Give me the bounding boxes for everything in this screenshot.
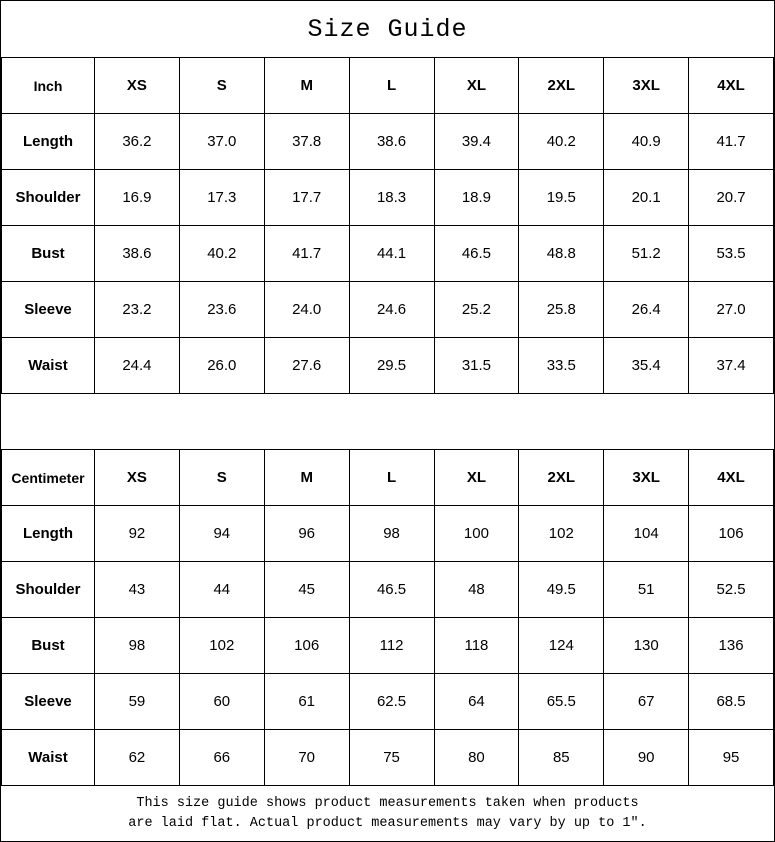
value-cell: 40.2 <box>519 114 604 170</box>
value-cell: 98 <box>349 506 434 562</box>
value-cell: 52.5 <box>689 562 774 618</box>
size-header-cell: L <box>349 450 434 506</box>
value-cell: 16.9 <box>95 170 180 226</box>
value-cell: 41.7 <box>689 114 774 170</box>
size-header-cell: XS <box>95 58 180 114</box>
size-header-cell: 4XL <box>689 58 774 114</box>
value-cell: 95 <box>689 730 774 786</box>
size-header-cell: S <box>179 450 264 506</box>
value-cell: 70 <box>264 730 349 786</box>
size-header-cell: 4XL <box>689 450 774 506</box>
row-label-cell: Shoulder <box>2 562 95 618</box>
size-header-cell: XL <box>434 450 519 506</box>
value-cell: 62.5 <box>349 674 434 730</box>
size-header-cell: L <box>349 58 434 114</box>
value-cell: 38.6 <box>349 114 434 170</box>
table-row <box>2 618 774 674</box>
value-cell: 60 <box>179 674 264 730</box>
value-cell: 102 <box>519 506 604 562</box>
value-cell: 85 <box>519 730 604 786</box>
size-header-cell: S <box>179 58 264 114</box>
value-cell: 124 <box>519 618 604 674</box>
value-cell: 59 <box>95 674 180 730</box>
value-cell: 96 <box>264 506 349 562</box>
value-cell: 40.2 <box>179 226 264 282</box>
table-row <box>2 282 774 338</box>
size-header-cell: 2XL <box>519 450 604 506</box>
value-cell: 136 <box>689 618 774 674</box>
value-cell: 46.5 <box>349 562 434 618</box>
value-cell: 18.3 <box>349 170 434 226</box>
table-row <box>2 506 774 562</box>
value-cell: 23.6 <box>179 282 264 338</box>
value-cell: 44 <box>179 562 264 618</box>
value-cell: 118 <box>434 618 519 674</box>
value-cell: 51.2 <box>604 226 689 282</box>
value-cell: 29.5 <box>349 338 434 394</box>
table-header-row <box>2 450 774 506</box>
value-cell: 66 <box>179 730 264 786</box>
table-header-row <box>2 58 774 114</box>
value-cell: 53.5 <box>689 226 774 282</box>
value-cell: 112 <box>349 618 434 674</box>
value-cell: 39.4 <box>434 114 519 170</box>
value-cell: 98 <box>95 618 180 674</box>
value-cell: 33.5 <box>519 338 604 394</box>
table-row <box>2 338 774 394</box>
value-cell: 106 <box>264 618 349 674</box>
value-cell: 62 <box>95 730 180 786</box>
spacer-row <box>1 394 774 449</box>
value-cell: 24.0 <box>264 282 349 338</box>
value-cell: 24.6 <box>349 282 434 338</box>
value-cell: 43 <box>95 562 180 618</box>
row-label-cell: Length <box>2 506 95 562</box>
value-cell: 24.4 <box>95 338 180 394</box>
size-header-cell: 3XL <box>604 450 689 506</box>
footer-line-2: are laid flat. Actual product measurements may vary by up to 1″. <box>128 815 647 831</box>
size-header-cell: XS <box>95 450 180 506</box>
size-header-cell: 2XL <box>519 58 604 114</box>
footer-line-1: This size guide shows product measurements taken when products <box>136 795 639 811</box>
row-label-cell: Sleeve <box>2 282 95 338</box>
table-row <box>2 674 774 730</box>
value-cell: 17.7 <box>264 170 349 226</box>
value-cell: 45 <box>264 562 349 618</box>
value-cell: 44.1 <box>349 226 434 282</box>
value-cell: 49.5 <box>519 562 604 618</box>
row-label-cell: Waist <box>2 730 95 786</box>
value-cell: 40.9 <box>604 114 689 170</box>
table-row <box>2 226 774 282</box>
value-cell: 130 <box>604 618 689 674</box>
value-cell: 25.8 <box>519 282 604 338</box>
value-cell: 64 <box>434 674 519 730</box>
row-label-cell: Bust <box>2 226 95 282</box>
value-cell: 20.1 <box>604 170 689 226</box>
value-cell: 35.4 <box>604 338 689 394</box>
value-cell: 25.2 <box>434 282 519 338</box>
row-label-cell: Sleeve <box>2 674 95 730</box>
value-cell: 90 <box>604 730 689 786</box>
value-cell: 75 <box>349 730 434 786</box>
centimeter-size-table <box>1 449 774 786</box>
value-cell: 61 <box>264 674 349 730</box>
value-cell: 18.9 <box>434 170 519 226</box>
value-cell: 31.5 <box>434 338 519 394</box>
value-cell: 48.8 <box>519 226 604 282</box>
value-cell: 104 <box>604 506 689 562</box>
inch-size-table <box>1 57 774 394</box>
table-row <box>2 562 774 618</box>
value-cell: 37.0 <box>179 114 264 170</box>
row-label-cell: Bust <box>2 618 95 674</box>
footer-note <box>1 786 774 841</box>
row-label-cell: Shoulder <box>2 170 95 226</box>
value-cell: 92 <box>95 506 180 562</box>
value-cell: 67 <box>604 674 689 730</box>
value-cell: 38.6 <box>95 226 180 282</box>
size-header-cell: XL <box>434 58 519 114</box>
value-cell: 51 <box>604 562 689 618</box>
value-cell: 27.0 <box>689 282 774 338</box>
value-cell: 46.5 <box>434 226 519 282</box>
table-row <box>2 730 774 786</box>
size-header-cell: 3XL <box>604 58 689 114</box>
value-cell: 36.2 <box>95 114 180 170</box>
table-row <box>2 114 774 170</box>
value-cell: 20.7 <box>689 170 774 226</box>
size-header-cell: M <box>264 450 349 506</box>
unit-header-cell: Inch <box>2 58 95 114</box>
value-cell: 26.4 <box>604 282 689 338</box>
row-label-cell: Waist <box>2 338 95 394</box>
value-cell: 102 <box>179 618 264 674</box>
value-cell: 68.5 <box>689 674 774 730</box>
value-cell: 41.7 <box>264 226 349 282</box>
value-cell: 48 <box>434 562 519 618</box>
value-cell: 106 <box>689 506 774 562</box>
value-cell: 37.8 <box>264 114 349 170</box>
value-cell: 23.2 <box>95 282 180 338</box>
page-title: Size Guide <box>307 14 468 44</box>
value-cell: 65.5 <box>519 674 604 730</box>
value-cell: 19.5 <box>519 170 604 226</box>
value-cell: 94 <box>179 506 264 562</box>
value-cell: 37.4 <box>689 338 774 394</box>
size-header-cell: M <box>264 58 349 114</box>
row-label-cell: Length <box>2 114 95 170</box>
unit-header-cell: Centimeter <box>2 450 95 506</box>
value-cell: 27.6 <box>264 338 349 394</box>
value-cell: 100 <box>434 506 519 562</box>
value-cell: 26.0 <box>179 338 264 394</box>
value-cell: 17.3 <box>179 170 264 226</box>
value-cell: 80 <box>434 730 519 786</box>
table-row <box>2 170 774 226</box>
